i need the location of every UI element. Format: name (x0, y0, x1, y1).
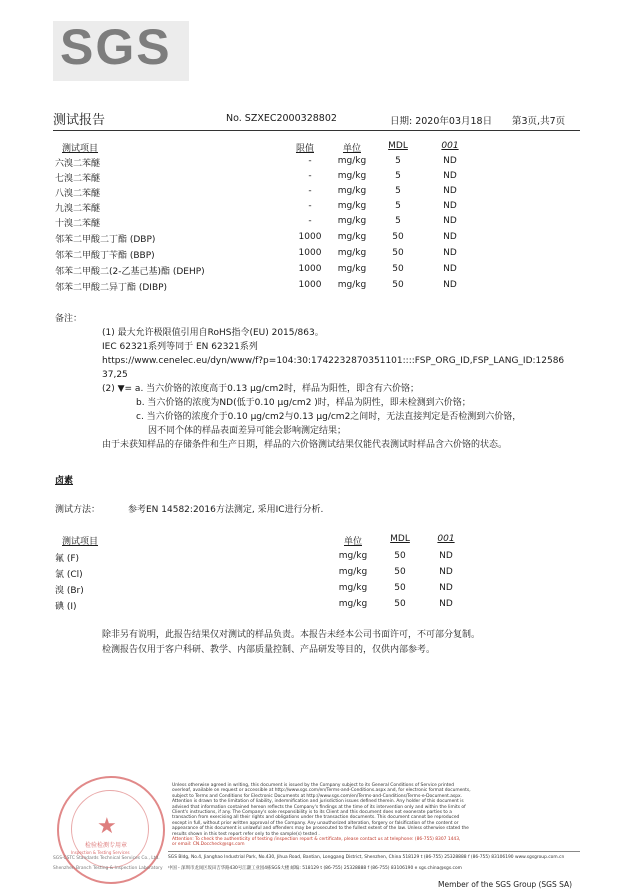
row-result: ND (439, 583, 453, 593)
method-text: 参考EN 14582:2016方法测定, 采用IC进行分析. (128, 505, 324, 515)
row-item: 碘 (I) (55, 602, 77, 612)
row-result: ND (443, 280, 457, 290)
row-unit: mg/kg (337, 201, 367, 211)
legal-line: Unless otherwise agreed in writing, this document is issued by the Company subject to its General Conditions of Service printed (172, 783, 454, 788)
attention-line: Attention: To check the authenticity of testing /inspection report & certificate, please contact us at telephone: (86-755) 8307 1443, (172, 837, 461, 843)
col-header-unit: 单位 (342, 144, 361, 154)
col-header-sample: 001 (437, 534, 455, 544)
method-label: 测试方法： (55, 505, 101, 515)
legal-line: overleaf, available on request or accessible at http://www.sgs.com/en/Terms-and-Conditions.aspx and, for electronic format documents, (172, 788, 471, 794)
row-unit: mg/kg (337, 232, 367, 242)
col-header-item: 测试项目 (62, 537, 99, 547)
note-line: 因不同个体的样品表面差异可能会影响测定结果； (148, 426, 347, 436)
row-item: 邻苯二甲酸二异丁酯 (DIBP) (55, 283, 168, 293)
row-limit: - (308, 156, 312, 166)
row-mdl: 5 (395, 201, 401, 211)
row-mdl: 50 (394, 567, 406, 577)
report-date: 日期: 2020年03月18日 (390, 116, 493, 127)
row-mdl: 50 (392, 280, 404, 290)
row-item: 邻苯二甲酸二丁酯 (DBP) (55, 235, 156, 245)
row-mdl: 50 (394, 599, 406, 609)
row-limit: 1000 (298, 232, 322, 242)
row-item: 溴 (Br) (55, 586, 84, 596)
footer-legal (172, 783, 471, 848)
row-unit: mg/kg (337, 156, 367, 166)
row-result: ND (443, 248, 457, 258)
legal-line: transaction from exercising all their rights and obligations under the transaction documents. This document cannot be reproduced (172, 815, 460, 821)
legal-line: advised that information contained hereon reflects the Company's findings at the time of its intervention only and within the limits of (172, 804, 466, 810)
footer-divider (168, 851, 580, 852)
row-mdl: 5 (395, 156, 401, 166)
row-result: ND (443, 201, 457, 211)
legal-line: appearance of this document is unlawful and offenders may be prosecuted to the fullest extent of the law. Unless otherwise stated the (172, 826, 469, 832)
row-limit: - (308, 201, 312, 211)
sgs-logo: SGS (60, 19, 172, 75)
stamp-text: 检验检测专用章 (85, 842, 128, 849)
row-mdl: 50 (392, 232, 404, 242)
row-unit: mg/kg (338, 567, 368, 577)
section-heading: 卤素 (55, 476, 74, 486)
row-result: ND (443, 171, 457, 181)
page-title: 测试报告 (53, 113, 106, 128)
page-indicator: 第3页,共7页 (512, 116, 566, 127)
member-line: Member of the SGS Group (SGS SA) (438, 880, 573, 889)
attention-email[interactable]: or email: CN.Doccheck@sgs.com (172, 842, 245, 848)
row-result: ND (439, 599, 453, 609)
row-result: ND (443, 156, 457, 166)
row-mdl: 50 (392, 248, 404, 258)
row-mdl: 5 (395, 186, 401, 196)
row-unit: mg/kg (337, 264, 367, 274)
row-unit: mg/kg (338, 551, 368, 561)
note-line: b. 当六价铬的浓度为ND(低于0.10 µg/cm2 )时，样品为阴性，即未检测到六价铬； (136, 398, 471, 408)
col-header-sample: 001 (441, 141, 459, 151)
row-limit: - (308, 171, 312, 181)
note-line: (1) 最大允许极限值引用自RoHS指令(EU) 2015/863。 (102, 328, 324, 338)
col-header-mdl: MDL (390, 534, 410, 544)
company-branch: Shenzhen Branch Testing & Inspection Laboratory (53, 866, 163, 871)
legal-line: Client's instructions, if any. The Company's sole responsibility is to its Client and this document does not exonerate parties to a (172, 810, 452, 816)
row-item: 十溴二苯醚 (55, 219, 101, 229)
footer-address-en: SGS Bldg, No.4, Jianghao Industrial Park, No.430, Jihua Road, Bantian, Longgang District, Shenzhen, China 518129 t (86-755) 25328888 f (86-755) 83106190 www.sgsgroup.com.cn (168, 855, 565, 860)
row-result: ND (443, 186, 457, 196)
row-result: ND (439, 551, 453, 561)
row-result: ND (443, 216, 457, 226)
col-header-mdl: MDL (388, 141, 408, 151)
row-item: 邻苯二甲酸丁苄酯 (BBP) (55, 251, 155, 261)
stamp-subtext: Inspection & Testing Services (71, 850, 130, 855)
col-header-limit: 限值 (295, 144, 314, 154)
row-unit: mg/kg (337, 248, 367, 258)
row-unit: mg/kg (338, 583, 368, 593)
legal-line: Attention is drawn to the limitation of liability, indemnification and jurisdiction issues defined therein. Any holder of this document is (172, 799, 464, 805)
row-result: ND (443, 232, 457, 242)
row-item: 七溴二苯醚 (55, 174, 101, 184)
header-divider (53, 130, 580, 131)
row-mdl: 50 (392, 264, 404, 274)
row-limit: - (308, 216, 312, 226)
note-line: 37,25 (102, 370, 128, 380)
stamp-star-icon: ★ (97, 814, 117, 839)
row-limit: 1000 (298, 248, 322, 258)
col-header-unit: 单位 (343, 537, 362, 547)
row-result: ND (439, 567, 453, 577)
row-unit: mg/kg (337, 216, 367, 226)
row-mdl: 50 (394, 583, 406, 593)
legal-line: results shown in this test report refer only to the sample(s) tested . (172, 831, 320, 837)
row-item: 八溴二苯醚 (55, 189, 101, 199)
row-item: 九溴二苯醚 (55, 204, 101, 214)
note-line: IEC 62321系列等同于 EN 62321系列 (102, 342, 258, 352)
row-unit: mg/kg (337, 280, 367, 290)
note-line: (2) ▼= a. 当六价铬的浓度高于0.13 µg/cm2时，样品为阳性，即含有六价铬； (102, 384, 419, 394)
note-line-url: https://www.cenelec.eu/dyn/www/f?p=104:30:1742232870351101::::FSP_ORG_ID,FSP_LANG_ID:12586 (102, 356, 565, 366)
footer-address-cn: 中国・深圳市龙岗区坂田吉华路430号江灏工业园4栋SGS大楼 邮编: 518129 t (86-755) 25328888 f (86-755) 83106190 e sgs.china@sgs.com (168, 866, 462, 871)
disclaimer-line: 除非另有说明，此报告结果仅对测试的样品负责。本报告未经本公司书面许可，不可部分复制。 (102, 630, 481, 640)
row-item: 氟 (F) (55, 554, 80, 564)
row-limit: 1000 (298, 264, 322, 274)
row-mdl: 50 (394, 551, 406, 561)
row-mdl: 5 (395, 216, 401, 226)
row-result: ND (443, 264, 457, 274)
report-number: No. SZXEC2000328802 (226, 113, 337, 124)
row-item: 氯 (Cl) (55, 570, 83, 580)
col-header-item: 测试项目 (62, 144, 99, 154)
row-item: 邻苯二甲酸二(2-乙基己基)酯 (DEHP) (55, 267, 205, 277)
notes-label: 备注： (55, 314, 83, 324)
row-item: 六溴二苯醚 (55, 159, 101, 169)
disclaimer-line: 检测报告仅用于客户科研、教学、内部质量控制、产品研发等目的，仅供内部参考。 (102, 645, 436, 655)
note-line: 由于未获知样品的存储条件和生产日期，样品的六价铬测试结果仅能代表测试时样品含六价铬的状态。 (102, 440, 508, 450)
row-unit: mg/kg (337, 186, 367, 196)
legal-line: except in full, without prior written approval of the Company. Any unauthorized alteration, forgery or falsification of the content or (172, 820, 459, 826)
row-unit: mg/kg (337, 171, 367, 181)
row-unit: mg/kg (338, 599, 368, 609)
row-mdl: 5 (395, 171, 401, 181)
note-line: c. 当六价铬的浓度介于0.10 µg/cm2与0.13 µg/cm2之间时，无法直接判定是否检测到六价铬， (136, 412, 522, 422)
legal-line: subject to Terms and Conditions for Electronic Documents at http://www.sgs.com/en/Terms-and-Conditions/Terms-e-Document.aspx. (172, 793, 463, 799)
company-name: SGS-CSTC Standards Technical Services Co., Ltd. (53, 856, 160, 861)
row-limit: 1000 (298, 280, 322, 290)
row-limit: - (308, 186, 312, 196)
